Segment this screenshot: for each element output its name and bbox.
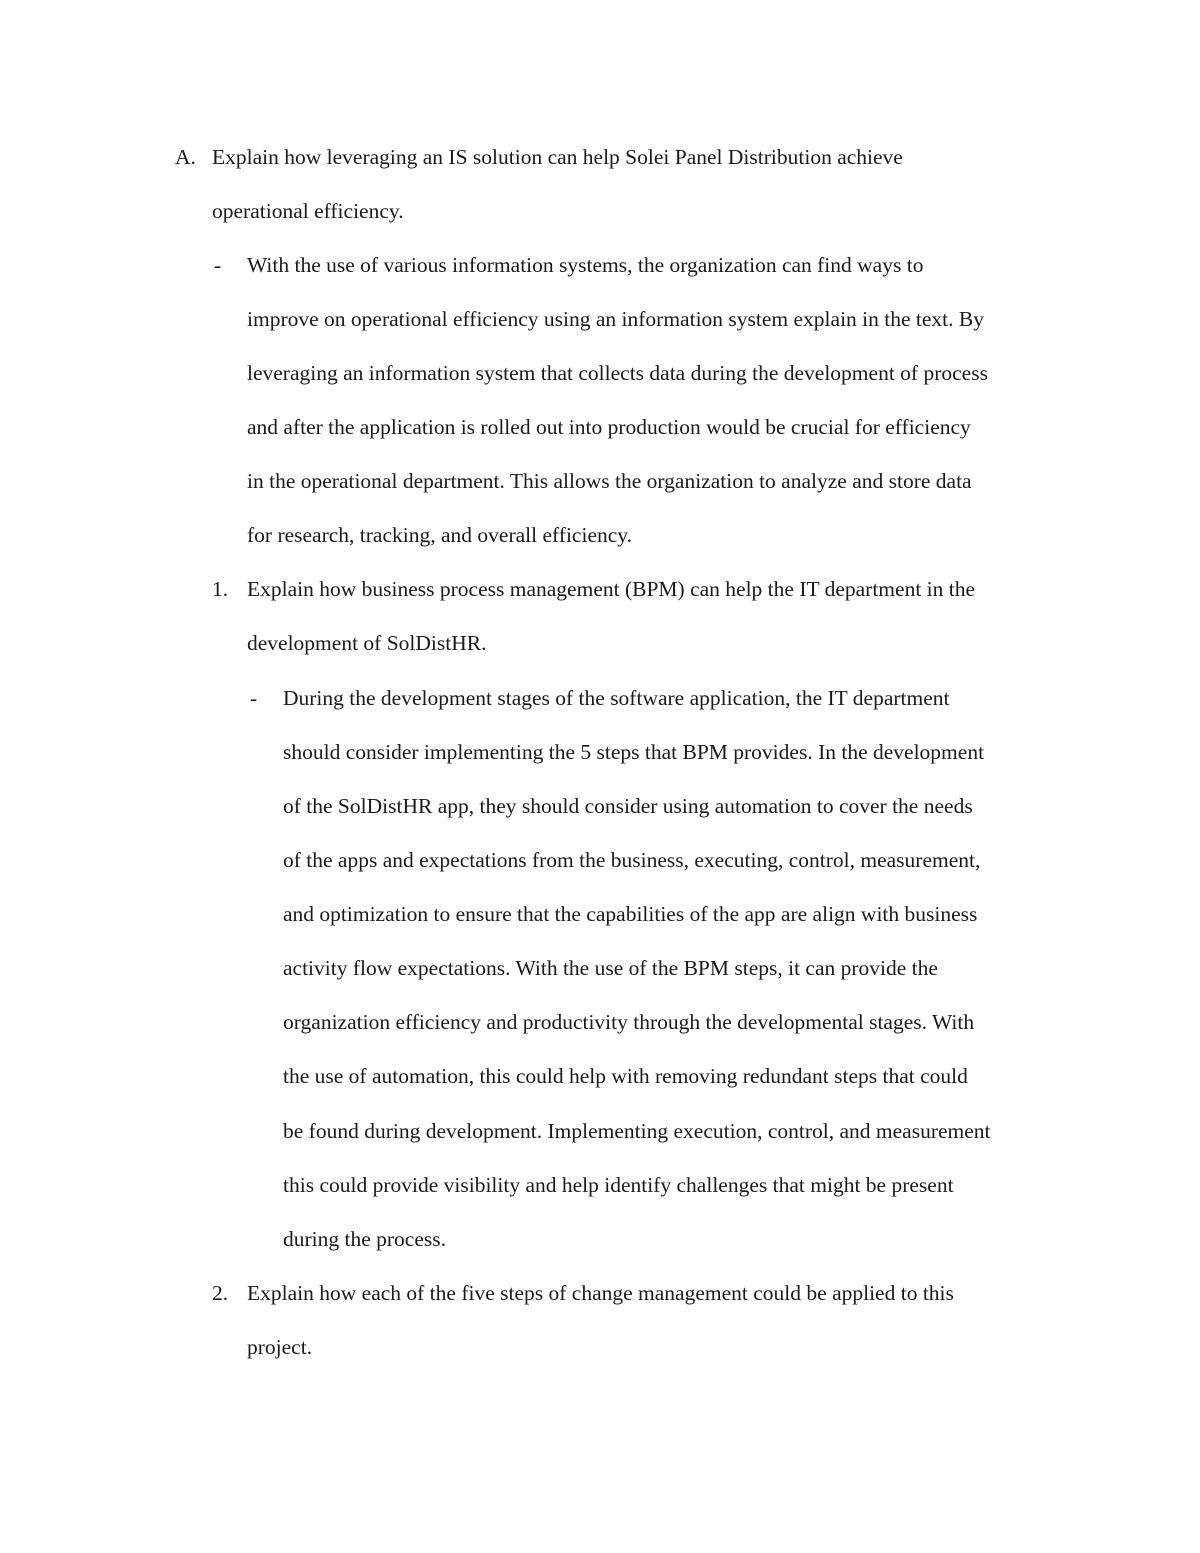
item-1-marker: 1. <box>212 577 229 601</box>
bullet-dash: - <box>250 686 258 710</box>
item-2-heading-line: project. <box>247 1335 313 1359</box>
paragraph-line: for research, tracking, and overall efficiency. <box>247 523 633 547</box>
item-1-heading-line: development of SolDistHR. <box>247 631 487 655</box>
bullet-dash: - <box>214 253 222 277</box>
paragraph-line: During the development stages of the software application, the IT department <box>283 686 950 710</box>
paragraph-line: activity flow expectations. With the use of the BPM steps, it can provide the <box>283 956 938 980</box>
paragraph-line: be found during development. Implementing execution, control, and measurement <box>283 1119 991 1143</box>
paragraph-line: and after the application is rolled out into production would be crucial for efficiency <box>247 415 971 439</box>
paragraph-line: improve on operational efficiency using an information system explain in the text. By <box>247 307 984 331</box>
section-a-heading-line: Explain how leveraging an IS solution can help Solei Panel Distribution achieve <box>212 145 903 169</box>
paragraph-line: this could provide visibility and help identify challenges that might be present <box>283 1173 954 1197</box>
paragraph-line: during the process. <box>283 1227 447 1251</box>
item-2-marker: 2. <box>212 1281 229 1305</box>
item-1-heading-line: Explain how business process management (BPM) can help the IT department in the <box>247 577 976 601</box>
paragraph-line: of the SolDistHR app, they should consider using automation to cover the needs <box>283 794 973 818</box>
paragraph-line: leveraging an information system that collects data during the development of process <box>247 361 988 385</box>
section-a-marker: A. <box>175 145 196 169</box>
section-a-heading-line: operational efficiency. <box>212 199 404 223</box>
paragraph-line: the use of automation, this could help with removing redundant steps that could <box>283 1064 968 1088</box>
paragraph-line: and optimization to ensure that the capabilities of the app are align with business <box>283 902 978 926</box>
paragraph-line: organization efficiency and productivity through the developmental stages. With <box>283 1010 975 1034</box>
paragraph-line: in the operational department. This allows the organization to analyze and store data <box>247 469 972 493</box>
paragraph-line: of the apps and expectations from the business, executing, control, measurement, <box>283 848 981 872</box>
item-2-heading-line: Explain how each of the five steps of change management could be applied to this <box>247 1281 954 1305</box>
paragraph-line: With the use of various information systems, the organization can find ways to <box>247 253 924 277</box>
paragraph-line: should consider implementing the 5 steps that BPM provides. In the development <box>283 740 985 764</box>
